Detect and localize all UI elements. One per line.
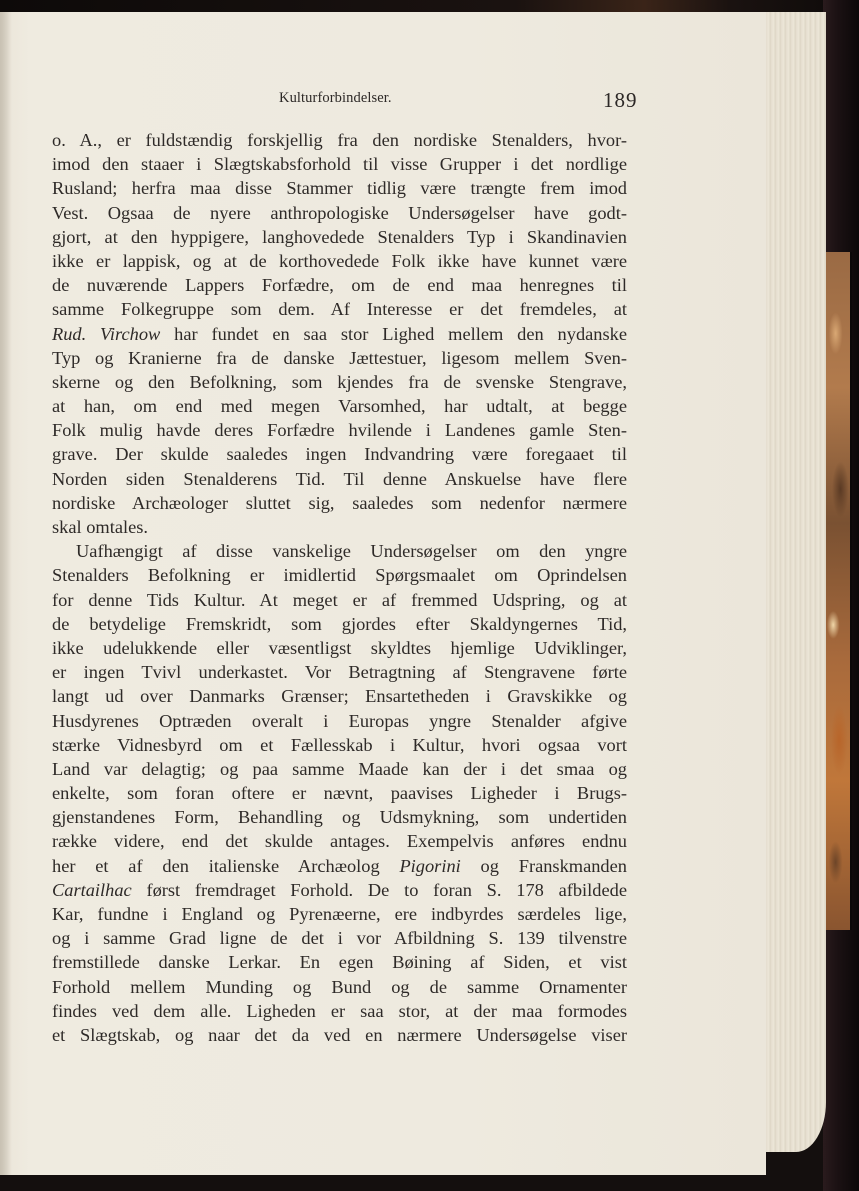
text-line: Vest. Ogsaa de nyere anthropologiske Undersøgelser have godt- — [52, 202, 627, 223]
text-line: fremstillede danske Lerkar. En egen Bøining af Siden, et vist — [52, 952, 627, 973]
body-text — [52, 128, 627, 1047]
text-line: Kar, fundne i England og Pyrenæerne, ere indbyrdes særdeles lige, — [52, 904, 627, 924]
text-line: ikke udelukkende eller væsentligst skyldtes hjemlige Udviklinger, — [52, 637, 627, 658]
text-line: Rusland; herfra maa disse Stammer tidlig være trængte frem imod — [52, 178, 627, 199]
text-line: og i samme Grad ligne de det i vor Afbildning S. 139 tilvenstre — [52, 928, 627, 949]
text-line: enkelte, som foran oftere er nævnt, paavises Ligheder i Brugs- — [52, 783, 627, 804]
text-line: Stenalders Befolkning er imidlertid Spørgsmaalet om Oprindelsen — [52, 565, 627, 586]
marbled-edge — [826, 252, 852, 930]
text-line: findes ved dem alle. Ligheden er saa stor, at der maa formodes — [52, 1000, 627, 1021]
text-line: at han, om end med megen Varsomhed, har udtalt, at begge — [52, 396, 627, 417]
text-line: skerne og den Befolkning, som kjendes fra de svenske Stengrave, — [52, 371, 627, 392]
text-line: Rud. Virchow har fundet en saa stor Lighed mellem den nydanske — [52, 323, 628, 344]
text-line: Cartailhac først fremdraget Forhold. De to foran S. 178 afbildede — [52, 879, 627, 900]
text-line: de betydelige Fremskridt, som gjordes efter Skaldyngernes Tid, — [52, 613, 627, 634]
text-line: imod den staaer i Slægtskabsforhold til visse Grupper i det nordlige — [52, 154, 627, 175]
text-line: her et af den italienske Archæolog Pigorini og Franskmanden — [52, 855, 627, 876]
text-line: de nuværende Lappers Forfædre, om de end maa henregnes til — [52, 275, 627, 296]
page-stack-edge — [762, 12, 826, 1152]
book-page — [0, 12, 766, 1175]
text-line: for denne Tids Kultur. At meget er af fremmed Udspring, og at — [52, 589, 627, 610]
text-line: Husdyrenes Optræden overalt i Europas yngre Stenalder afgive — [52, 710, 627, 731]
text-line: et Slægtskab, og naar det da ved en nærmere Undersøgelse viser — [52, 1024, 627, 1045]
paragraph-1 — [52, 128, 627, 539]
text-line: stærke Vidnesbyrd om et Fællesskab i Kultur, hvori ogsaa vort — [52, 734, 627, 755]
author-name-pigorini: Pigorini — [399, 855, 461, 876]
text-line: Typ og Kranierne fra de danske Jættestuer, ligesom mellem Sven- — [52, 347, 627, 368]
page-number: 189 — [603, 88, 638, 112]
text-line: Land var delagtig; og paa samme Maade kan der i det smaa og — [52, 758, 627, 779]
text-line: række videre, end det skulde antages. Exempelvis anføres endnu — [52, 831, 627, 852]
text-line: grave. Der skulde saaledes ingen Indvandring være foregaaet til — [52, 444, 627, 465]
author-name-cartailhac: Cartailhac — [52, 879, 132, 900]
text-line: Folk mulig havde deres Forfædre hvilende i Landenes gamle Sten- — [52, 420, 627, 441]
text-line: langt ud over Danmarks Grænser; Ensartetheden i Gravskikke og — [52, 686, 627, 707]
text-line: gjort, at den hyppigere, langhovedede Stenalders Typ i Skandinavien — [52, 226, 627, 247]
text-line: Norden siden Stenalderens Tid. Til denne Anskuelse have flere — [52, 468, 627, 489]
text-line: gjenstandenes Form, Behandling og Udsmykning, som undertiden — [52, 807, 627, 828]
running-head — [0, 76, 766, 112]
paragraph-2 — [52, 539, 627, 1047]
text-line: er ingen Tvivl underkastet. Vor Betragtning af Stengravene førte — [52, 662, 627, 683]
text-line: o. A., er fuldstændig forskjellig fra den nordiske Stenalders, hvor- — [52, 130, 627, 150]
text-line: Forhold mellem Munding og Bund og de samme Ornamenter — [52, 976, 627, 997]
text-line: nordiske Archæologer sluttet sig, saaledes som nedenfor nærmere — [52, 492, 627, 513]
text-line: Uafhængigt af disse vanskelige Undersøgelser om den yngre — [76, 541, 627, 562]
text-line: skal omtales. — [52, 517, 149, 537]
running-head-title: Kulturforbindelser. — [279, 90, 392, 106]
gutter-shadow — [0, 12, 12, 1175]
text-line: samme Folkegruppe som dem. Af Interesse er det fremdeles, at — [52, 299, 627, 320]
author-name-virchow: Rud. Virchow — [52, 323, 161, 344]
text-line: ikke er lappisk, og at de korthovedede Folk ikke have kunnet være — [52, 250, 627, 271]
